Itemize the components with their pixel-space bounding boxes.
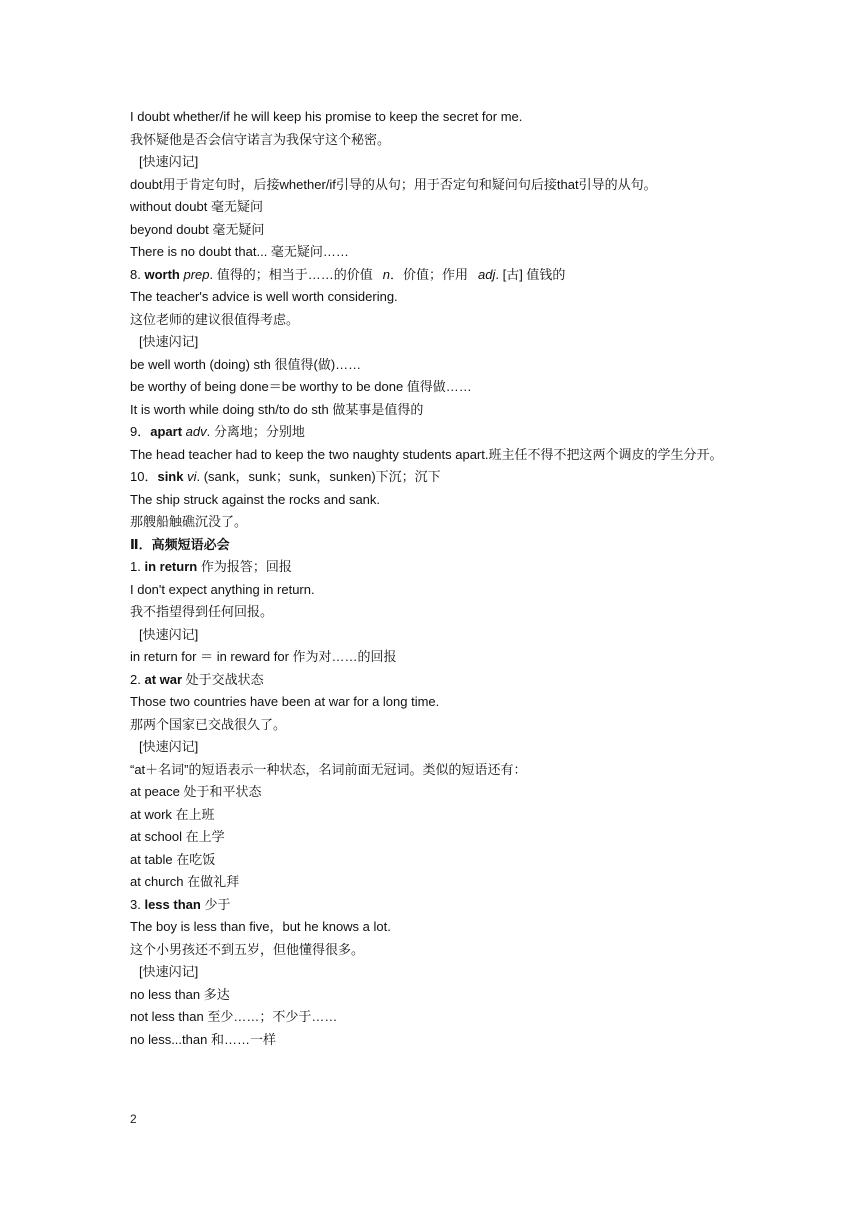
example-sentence-zh: 那两个国家已交战很久了。 bbox=[130, 716, 287, 732]
phrase-entry-in-return: 1. in return 作为报答；回报 bbox=[130, 559, 292, 574]
headword: worth bbox=[144, 266, 180, 282]
phrase-item: at church 在做礼拜 bbox=[130, 874, 240, 889]
vocab-entry-worth: 8. worth prep. 值得的；相当于……的价值 n．价值；作用 adj. [古] 值钱的 bbox=[130, 266, 566, 282]
quick-memo-heading: [快速闪记] bbox=[139, 154, 199, 169]
phrase-item: at peace 处于和平状态 bbox=[130, 784, 262, 799]
usage-note: doubt用于肯定句时，后接whether/if引导的从句；用于否定句和疑问句后接that引导的从句。 bbox=[130, 176, 657, 192]
phrase-item: be well worth (doing) sth 很值得(做)…… bbox=[130, 356, 362, 372]
example-sentence-en: I don't expect anything in return. bbox=[130, 581, 315, 597]
phrase-entry-at-war: 2. at war 处于交战状态 bbox=[130, 671, 264, 687]
phrase-item: There is no doubt that... 毫无疑问…… bbox=[130, 244, 349, 259]
usage-note: “at＋名词”的短语表示一种状态，名词前面无冠词。类似的短语还有： bbox=[130, 761, 527, 777]
phrase-item: at table 在吃饭 bbox=[130, 851, 216, 867]
phrase-item: without doubt 毫无疑问 bbox=[130, 199, 263, 214]
example-sentence-zh: 我怀疑他是否会信守诺言为我保守这个秘密。 bbox=[130, 131, 391, 147]
example-sentence-zh: 这个小男孩还不到五岁，但他懂得很多。 bbox=[130, 941, 365, 957]
quick-memo-heading: [快速闪记] bbox=[139, 626, 199, 642]
vocab-entry-apart: 9．apart adv. 分离地；分别地 bbox=[130, 424, 305, 439]
phrase-item: no less...than 和……一样 bbox=[130, 1031, 276, 1047]
example-sentence-en: The teacher's advice is well worth considering. bbox=[130, 289, 398, 304]
vocab-entry-sink: 10．sink vi. (sank，sunk；sunk，sunken)下沉；沉下 bbox=[130, 469, 441, 484]
example-sentence-mixed: The head teacher had to keep the two naughty students apart.班主任不得不把这两个调皮的学生分开。 bbox=[130, 446, 723, 462]
example-sentence-en: The boy is less than five，but he knows a lot. bbox=[130, 919, 391, 934]
page-number: 2 bbox=[130, 1112, 137, 1126]
example-sentence-zh: 这位老师的建议很值得考虑。 bbox=[130, 311, 300, 327]
quick-memo-heading: [快速闪记] bbox=[139, 964, 199, 979]
example-sentence-zh: 那艘船触礁沉没了。 bbox=[130, 514, 248, 529]
phrase-item: It is worth while doing sth/to do sth 做某事是值得的 bbox=[130, 401, 424, 417]
phrase-item: at work 在上班 bbox=[130, 806, 215, 822]
phrase-item: be worthy of being done＝be worthy to be done 值得做…… bbox=[130, 379, 472, 394]
phrase-entry-less-than: 3. less than 少于 bbox=[130, 896, 231, 912]
phrase-item: beyond doubt 毫无疑问 bbox=[130, 221, 265, 237]
phrase-item: in return for ＝ in reward for 作为对……的回报 bbox=[130, 649, 397, 664]
example-sentence-en: I doubt whether/if he will keep his promise to keep the secret for me. bbox=[130, 109, 523, 124]
quick-memo-heading: [快速闪记] bbox=[139, 739, 199, 754]
phrase-item: no less than 多达 bbox=[130, 986, 230, 1002]
page-content bbox=[130, 106, 740, 1051]
phrase-item: not less than 至少……；不少于…… bbox=[130, 1009, 338, 1024]
phrase-item: at school 在上学 bbox=[130, 829, 225, 844]
example-sentence-en: Those two countries have been at war for a long time. bbox=[130, 694, 440, 709]
example-sentence-zh: 我不指望得到任何回报。 bbox=[130, 604, 274, 619]
headword: apart bbox=[150, 424, 183, 439]
quick-memo-heading: [快速闪记] bbox=[139, 334, 199, 349]
section-heading: Ⅱ．高频短语必会 bbox=[130, 536, 230, 552]
headword: sink bbox=[157, 469, 184, 484]
example-sentence-en: The ship struck against the rocks and sank. bbox=[130, 491, 381, 507]
